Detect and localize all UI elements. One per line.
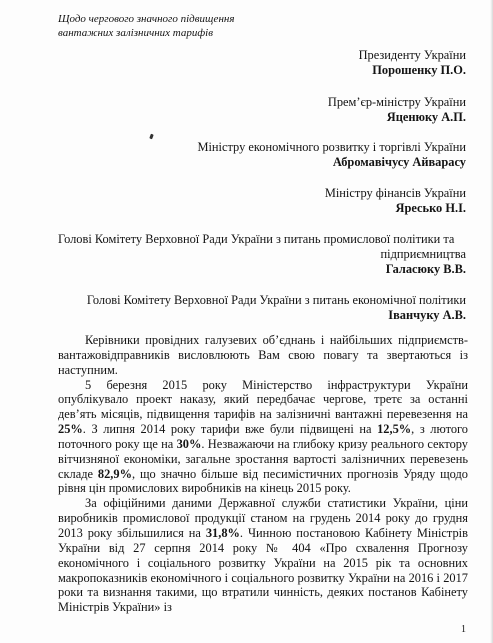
addressee-economy-minister [197, 140, 466, 170]
page-number: 1 [461, 624, 466, 635]
p2-figure-3: 30% [176, 436, 202, 451]
paragraph-1: Керівники провідних галузевих об’єднань і найбільших підприємств-вантажовідправників висловлюють Вам свою повагу та звертаються із наступним. [58, 333, 468, 377]
addressee-title: Президенту України [358, 48, 466, 62]
addressee-name: Іванчуку А.В. [388, 308, 466, 322]
p2-text-1: 5 березня 2015 року Міністерство інфраструктури України опублікувало проект наказу, який передбачає чергове, третє за останні дев’ять місяців, підвищення тарифів на залізничні вантажні перевезення на [58, 377, 468, 422]
addressee-name: Галасюку В.В. [385, 262, 466, 276]
addressee-economy-committee [87, 293, 466, 323]
p3-figure-1: 31,8% [205, 525, 240, 540]
scan-speck [149, 134, 154, 140]
letter-subject [58, 12, 268, 40]
addressee-finance-minister [325, 186, 466, 216]
addressee-title: Прем’єр-міністру України [327, 95, 466, 109]
addressee-name: Порошенку П.О. [372, 63, 466, 77]
addressee-title-line-2: підприємництва [380, 247, 466, 261]
addressee-prime-minister [328, 95, 466, 125]
paragraph-2 [58, 378, 468, 497]
p2-text-2: . З липня 2014 року тарифи вже були підвищені на [82, 422, 378, 437]
addressee-title: Міністру фінансів України [324, 186, 466, 200]
addressee-name: Яценюку А.П. [386, 110, 466, 124]
addressee-title: Голові Комітету Верховної Ради України з питань економічної політики [86, 293, 466, 307]
letter-body [58, 333, 468, 615]
subject-line-1: Щодо чергового значного підвищення [58, 13, 235, 25]
subject-line-2: вантажних залізничних тарифів [58, 27, 214, 39]
p2-text-4: . Незважаючи на глибоку кризу реального сектору вітчизняної економіки, загальне зростання вартості залізничних перевезень складе [58, 436, 468, 481]
addressee-industry-committee [58, 232, 466, 277]
p2-figure-2: 12,5% [377, 422, 412, 437]
p2-figure-1: 25% [58, 422, 83, 437]
paragraph-3 [58, 496, 468, 615]
addressee-name: Яресько Н.І. [395, 201, 466, 215]
p3-text-1: За офіційними даними Державної служби статистики України, ціни виробників промислової продукції станом на грудень 2014 року до грудня 2013 року збільшилися на [58, 496, 468, 540]
addressee-president [359, 48, 466, 78]
addressee-title: Міністру економічного розвитку і торгівлі України [197, 140, 466, 154]
p2-figure-4: 82,9% [97, 466, 132, 481]
addressee-name: Абромавічусу Айварасу [332, 155, 466, 169]
p3-text-2: . Чинною постановою Кабінету Міністрів України від 27 серпня 2014 року № 404 «Про схвалення Прогнозу економічного і соціального розвитку України на 2015 рік та основних макропоказників економічного і соціального розвитку України на 2016 і 2017 роки та визнання такими, що втратили чинність, деяких постанов Кабінету Міністрів України» із [58, 525, 468, 615]
p2-text-5: , що значно більше від песимістичних прогнозів Уряду щодо рівня цін промислових виробників на кінець 2015 року. [58, 466, 468, 496]
addressee-title-line-1: Голові Комітету Верховної Ради України з питань промислової політики та [58, 232, 455, 246]
p2-text-3: , з лютого поточного року ще на [58, 422, 468, 451]
